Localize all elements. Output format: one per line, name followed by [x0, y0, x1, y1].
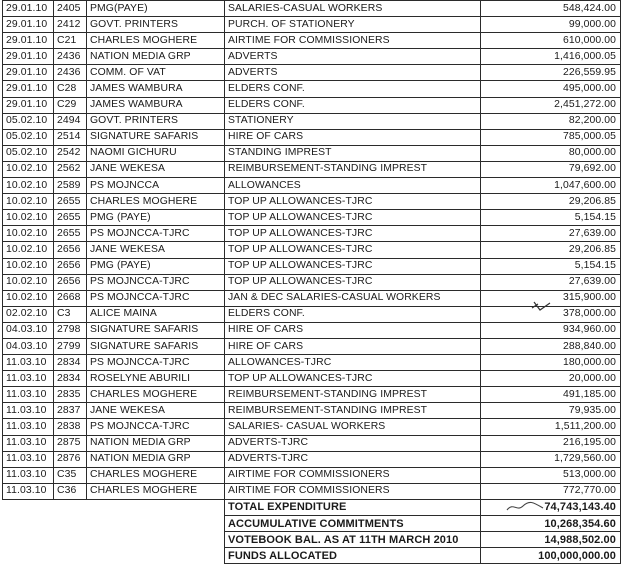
- cell-description: ELDERS CONF.: [225, 81, 481, 97]
- table-row: [3, 483, 621, 499]
- cell-payee: PS MOJNCCA: [87, 178, 225, 194]
- cell-amount: 495,000.00: [481, 81, 621, 97]
- cell-description: REIMBURSEMENT-STANDING IMPREST: [225, 387, 481, 403]
- cell-date: 11.03.10: [3, 355, 54, 371]
- table-row: [3, 290, 621, 306]
- cell-payee: NATION MEDIA GRP: [87, 49, 225, 65]
- cell-amount: 2,451,272.00: [481, 97, 621, 113]
- cell-ref: 2838: [54, 419, 87, 435]
- cell-ref: 2834: [54, 371, 87, 387]
- cell-date: 04.03.10: [3, 322, 54, 338]
- cell-description: REIMBURSEMENT-STANDING IMPREST: [225, 403, 481, 419]
- cell-description: TOP UP ALLOWANCES-TJRC: [225, 274, 481, 290]
- cell-date: 02.02.10: [3, 306, 54, 322]
- table-row: [3, 81, 621, 97]
- cell-ref: 2835: [54, 387, 87, 403]
- cell-amount: 29,206.85: [481, 194, 621, 210]
- cell-ref: C29: [54, 97, 87, 113]
- cell-ref: C21: [54, 33, 87, 49]
- cell-amount: 80,000.00: [481, 145, 621, 161]
- cell-amount: 1,511,200.00: [481, 419, 621, 435]
- cell-amount: 5,154.15: [481, 210, 621, 226]
- cell-ref: 2799: [54, 338, 87, 354]
- cell-amount: 1,047,600.00: [481, 178, 621, 194]
- cell-ref: 2494: [54, 113, 87, 129]
- cell-ref: 2655: [54, 226, 87, 242]
- cell-amount: 610,000.00: [481, 33, 621, 49]
- cell-ref: 2655: [54, 210, 87, 226]
- table-row: [3, 129, 621, 145]
- cell-date: 11.03.10: [3, 403, 54, 419]
- cell-amount: 99,000.00: [481, 17, 621, 33]
- cell-amount: 288,840.00: [481, 338, 621, 354]
- cell-date: 10.02.10: [3, 226, 54, 242]
- cell-payee: PS MOJNCCA-TJRC: [87, 419, 225, 435]
- cell-description: TOP UP ALLOWANCES-TJRC: [225, 371, 481, 387]
- cell-date: 11.03.10: [3, 451, 54, 467]
- cell-description: HIRE OF CARS: [225, 129, 481, 145]
- cell-payee: JANE WEKESA: [87, 242, 225, 258]
- cell-payee: COMM. OF VAT: [87, 65, 225, 81]
- cell-payee: PS MOJNCCA-TJRC: [87, 290, 225, 306]
- cell-amount: 1,416,000.05: [481, 49, 621, 65]
- cell-date: 29.01.10: [3, 33, 54, 49]
- summary-amount: 14,988,502.00: [481, 532, 621, 548]
- cell-description: ELDERS CONF.: [225, 97, 481, 113]
- cell-payee: PS MOJNCCA-TJRC: [87, 274, 225, 290]
- table-row: [3, 178, 621, 194]
- cell-amount: 1,729,560.00: [481, 451, 621, 467]
- summary-label: TOTAL EXPENDITURE: [225, 499, 481, 515]
- cell-date: 05.02.10: [3, 129, 54, 145]
- cell-payee: NATION MEDIA GRP: [87, 451, 225, 467]
- cell-payee: CHARLES MOGHERE: [87, 33, 225, 49]
- cell-payee: CHARLES MOGHERE: [87, 483, 225, 499]
- cell-ref: 2589: [54, 178, 87, 194]
- cell-amount: 216,195.00: [481, 435, 621, 451]
- cell-date: 29.01.10: [3, 17, 54, 33]
- cell-payee: CHARLES MOGHERE: [87, 387, 225, 403]
- table-row: [3, 194, 621, 210]
- cell-description: STANDING IMPREST: [225, 145, 481, 161]
- cell-date: 05.02.10: [3, 113, 54, 129]
- cell-date: 11.03.10: [3, 467, 54, 483]
- cell-payee: SIGNATURE SAFARIS: [87, 322, 225, 338]
- cell-payee: NAOMI GICHURU: [87, 145, 225, 161]
- cell-ref: C36: [54, 483, 87, 499]
- cell-description: ADVERTS: [225, 65, 481, 81]
- summary-row: [3, 532, 621, 548]
- cell-description: TOP UP ALLOWANCES-TJRC: [225, 194, 481, 210]
- table-row: [3, 322, 621, 338]
- table-row: [3, 226, 621, 242]
- summary-label: VOTEBOOK BAL. AS AT 11TH MARCH 2010: [225, 532, 481, 548]
- table-row: [3, 274, 621, 290]
- cell-date: 10.02.10: [3, 290, 54, 306]
- cell-ref: 2656: [54, 242, 87, 258]
- cell-payee: CHARLES MOGHERE: [87, 194, 225, 210]
- cell-payee: PS MOJNCCA-TJRC: [87, 226, 225, 242]
- table-row: [3, 258, 621, 274]
- cell-payee: GOVT. PRINTERS: [87, 113, 225, 129]
- cell-payee: JANE WEKESA: [87, 161, 225, 177]
- cell-description: AIRTIME FOR COMMISSIONERS: [225, 33, 481, 49]
- cell-ref: 2876: [54, 451, 87, 467]
- blank-cell: [3, 516, 225, 532]
- cell-date: 10.02.10: [3, 194, 54, 210]
- table-row: [3, 451, 621, 467]
- table-row: [3, 467, 621, 483]
- cell-ref: 2405: [54, 1, 87, 17]
- cell-amount: 226,559.95: [481, 65, 621, 81]
- cell-description: ALLOWANCES: [225, 178, 481, 194]
- cell-payee: JAMES WAMBURA: [87, 81, 225, 97]
- cell-amount: 79,692.00: [481, 161, 621, 177]
- table-row: [3, 113, 621, 129]
- cell-description: SALARIES- CASUAL WORKERS: [225, 419, 481, 435]
- cell-description: ADVERTS-TJRC: [225, 435, 481, 451]
- table-row: [3, 65, 621, 81]
- table-row: [3, 161, 621, 177]
- cell-ref: 2656: [54, 274, 87, 290]
- cell-date: 11.03.10: [3, 371, 54, 387]
- table-row: [3, 210, 621, 226]
- cell-description: AIRTIME FOR COMMISSIONERS: [225, 467, 481, 483]
- cell-description: ELDERS CONF.: [225, 306, 481, 322]
- cell-date: 10.02.10: [3, 178, 54, 194]
- cell-amount: 513,000.00: [481, 467, 621, 483]
- expenditure-table: [2, 0, 621, 564]
- cell-description: HIRE OF CARS: [225, 338, 481, 354]
- cell-payee: SIGNATURE SAFARIS: [87, 129, 225, 145]
- cell-payee: JANE WEKESA: [87, 403, 225, 419]
- blank-cell: [3, 548, 225, 564]
- cell-date: 10.02.10: [3, 161, 54, 177]
- table-row: [3, 387, 621, 403]
- cell-ref: C35: [54, 467, 87, 483]
- cell-date: 11.03.10: [3, 483, 54, 499]
- cell-description: HIRE OF CARS: [225, 322, 481, 338]
- summary-amount: 74,743,143.40: [481, 499, 621, 515]
- cell-payee: SIGNATURE SAFARIS: [87, 338, 225, 354]
- table-row: [3, 1, 621, 17]
- table-row: [3, 338, 621, 354]
- cell-payee: PS MOJNCCA-TJRC: [87, 355, 225, 371]
- cell-description: TOP UP ALLOWANCES-TJRC: [225, 226, 481, 242]
- table-row: [3, 435, 621, 451]
- cell-amount: 315,900.00: [481, 290, 621, 306]
- cell-ref: 2837: [54, 403, 87, 419]
- cell-payee: PMG (PAYE): [87, 210, 225, 226]
- cell-ref: 2436: [54, 49, 87, 65]
- table-row: [3, 97, 621, 113]
- cell-amount: 180,000.00: [481, 355, 621, 371]
- cell-amount: 79,935.00: [481, 403, 621, 419]
- cell-date: 10.02.10: [3, 242, 54, 258]
- cell-description: ADVERTS-TJRC: [225, 451, 481, 467]
- cell-description: STATIONERY: [225, 113, 481, 129]
- cell-ref: 2655: [54, 194, 87, 210]
- cell-ref: 2514: [54, 129, 87, 145]
- cell-date: 29.01.10: [3, 97, 54, 113]
- cell-date: 29.01.10: [3, 49, 54, 65]
- cell-description: SALARIES-CASUAL WORKERS: [225, 1, 481, 17]
- table-row: [3, 306, 621, 322]
- cell-date: 10.02.10: [3, 274, 54, 290]
- cell-ref: C3: [54, 306, 87, 322]
- cell-ref: C28: [54, 81, 87, 97]
- cell-description: TOP UP ALLOWANCES-TJRC: [225, 210, 481, 226]
- cell-amount: 82,200.00: [481, 113, 621, 129]
- handwritten-signature-icon: [505, 500, 545, 519]
- cell-date: 11.03.10: [3, 419, 54, 435]
- cell-amount: 5,154.15: [481, 258, 621, 274]
- cell-amount: 491,185.00: [481, 387, 621, 403]
- cell-description: TOP UP ALLOWANCES-TJRC: [225, 258, 481, 274]
- table-row: [3, 371, 621, 387]
- cell-date: 29.01.10: [3, 1, 54, 17]
- cell-description: REIMBURSEMENT-STANDING IMPREST: [225, 161, 481, 177]
- table-row: [3, 242, 621, 258]
- handwritten-tick-icon: [530, 300, 552, 317]
- summary-label: ACCUMULATIVE COMMITMENTS: [225, 516, 481, 532]
- cell-amount: 378,000.00: [481, 306, 621, 322]
- cell-date: 11.03.10: [3, 387, 54, 403]
- cell-date: 05.02.10: [3, 145, 54, 161]
- cell-description: ADVERTS: [225, 49, 481, 65]
- cell-payee: CHARLES MOGHERE: [87, 467, 225, 483]
- cell-date: 29.01.10: [3, 81, 54, 97]
- blank-cell: [3, 532, 225, 548]
- cell-ref: 2875: [54, 435, 87, 451]
- cell-amount: 27,639.00: [481, 226, 621, 242]
- cell-payee: NATION MEDIA GRP: [87, 435, 225, 451]
- ledger-body: [3, 1, 621, 564]
- cell-date: 10.02.10: [3, 210, 54, 226]
- cell-date: 29.01.10: [3, 65, 54, 81]
- table-row: [3, 355, 621, 371]
- table-row: [3, 403, 621, 419]
- cell-ref: 2562: [54, 161, 87, 177]
- table-row: [3, 17, 621, 33]
- table-row: [3, 145, 621, 161]
- cell-ref: 2834: [54, 355, 87, 371]
- cell-date: 04.03.10: [3, 338, 54, 354]
- summary-amount: 100,000,000.00: [481, 548, 621, 564]
- cell-date: 11.03.10: [3, 435, 54, 451]
- cell-description: PURCH. OF STATIONERY: [225, 17, 481, 33]
- cell-payee: JAMES WAMBURA: [87, 97, 225, 113]
- cell-payee: PMG(PAYE): [87, 1, 225, 17]
- cell-description: JAN & DEC SALARIES-CASUAL WORKERS: [225, 290, 481, 306]
- cell-payee: ROSELYNE ABURILI: [87, 371, 225, 387]
- cell-description: TOP UP ALLOWANCES-TJRC: [225, 242, 481, 258]
- cell-amount: 27,639.00: [481, 274, 621, 290]
- cell-amount: 934,960.00: [481, 322, 621, 338]
- summary-label: FUNDS ALLOCATED: [225, 548, 481, 564]
- blank-cell: [3, 499, 225, 515]
- cell-payee: PMG (PAYE): [87, 258, 225, 274]
- cell-description: ALLOWANCES-TJRC: [225, 355, 481, 371]
- cell-amount: 20,000.00: [481, 371, 621, 387]
- cell-ref: 2798: [54, 322, 87, 338]
- cell-ref: 2542: [54, 145, 87, 161]
- cell-ref: 2412: [54, 17, 87, 33]
- cell-amount: 772,770.00: [481, 483, 621, 499]
- cell-date: 10.02.10: [3, 258, 54, 274]
- table-row: [3, 419, 621, 435]
- cell-amount: 785,000.05: [481, 129, 621, 145]
- cell-amount: 548,424.00: [481, 1, 621, 17]
- cell-payee: ALICE MAINA: [87, 306, 225, 322]
- cell-description: AIRTIME FOR COMMISSIONERS: [225, 483, 481, 499]
- summary-row: [3, 548, 621, 564]
- cell-amount: 29,206.85: [481, 242, 621, 258]
- table-row: [3, 33, 621, 49]
- cell-ref: 2436: [54, 65, 87, 81]
- cell-payee: GOVT. PRINTERS: [87, 17, 225, 33]
- cell-ref: 2668: [54, 290, 87, 306]
- summary-amount: 10,268,354.60: [481, 516, 621, 532]
- table-row: [3, 49, 621, 65]
- cell-ref: 2656: [54, 258, 87, 274]
